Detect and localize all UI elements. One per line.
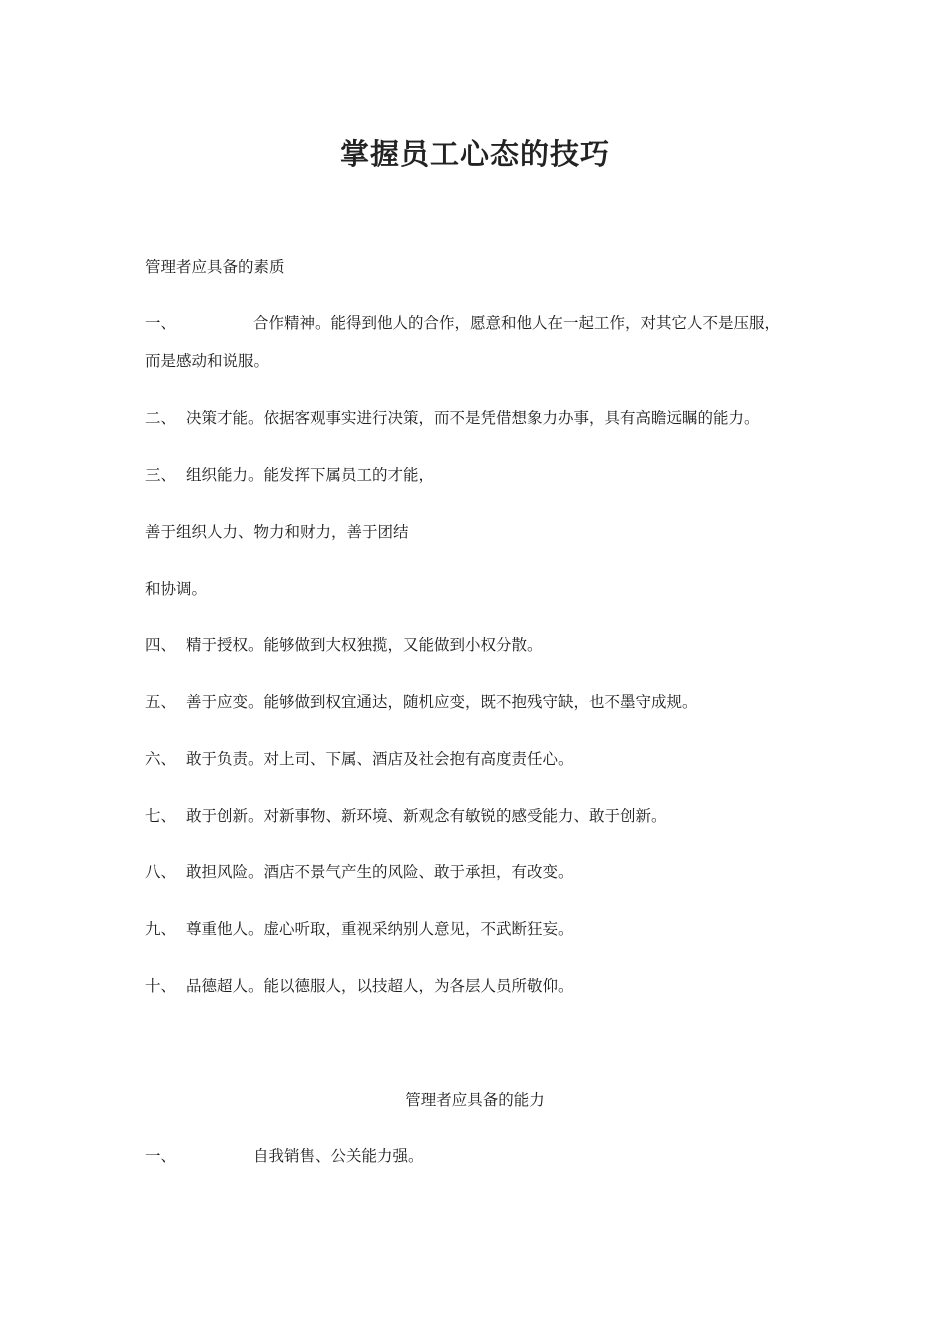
item-number: 六、 <box>145 750 177 768</box>
section-heading-qualities: 管理者应具备的素质 <box>145 258 285 276</box>
list-item <box>145 692 698 712</box>
list-item <box>145 408 760 428</box>
item-text: 善于应变。能够做到权宜通达，随机应变，既不抱残守缺，也不墨守成规。 <box>186 693 698 711</box>
item-number: 三、 <box>145 466 177 484</box>
section-heading-abilities: 管理者应具备的能力 <box>405 1091 545 1109</box>
item-number: 十、 <box>145 977 177 995</box>
document-title: 掌握员工心态的技巧 <box>339 137 610 171</box>
item-text: 品德超人。能以德服人，以技超人，为各层人员所敬仰。 <box>186 977 574 995</box>
item-text: 敢于负责。对上司、下属、酒店及社会抱有高度责任心。 <box>186 750 574 768</box>
list-item <box>145 313 780 333</box>
list-item <box>145 806 667 826</box>
item-number: 二、 <box>145 409 177 427</box>
item-number: 九、 <box>145 920 177 938</box>
item-number: 一、 <box>145 314 177 332</box>
item-text: 自我销售、公关能力强。 <box>253 1147 424 1165</box>
item-number: 八、 <box>145 863 177 881</box>
item-text: 组织能力。能发挥下属员工的才能， <box>186 466 435 484</box>
list-item <box>145 976 574 996</box>
item-continuation: 善于组织人力、物力和财力，善于团结 <box>145 523 409 541</box>
item-continuation: 和协调。 <box>145 580 208 598</box>
item-text: 敢担风险。酒店不景气产生的风险、敢于承担，有改变。 <box>186 863 574 881</box>
list-item <box>145 1146 424 1166</box>
item-number: 一、 <box>145 1147 177 1165</box>
item-continuation: 而是感动和说服。 <box>145 352 270 370</box>
item-number: 五、 <box>145 693 177 711</box>
item-number: 七、 <box>145 807 177 825</box>
list-item <box>145 919 574 939</box>
item-number: 四、 <box>145 636 177 654</box>
item-text: 敢于创新。对新事物、新环境、新观念有敏锐的感受能力、敢于创新。 <box>186 807 667 825</box>
item-text: 合作精神。能得到他人的合作，愿意和他人在一起工作，对其它人不是压服， <box>253 314 781 332</box>
item-text: 精于授权。能够做到大权独揽，又能做到小权分散。 <box>186 636 543 654</box>
list-item <box>145 749 574 769</box>
list-item <box>145 465 434 485</box>
list-item <box>145 862 574 882</box>
item-text: 尊重他人。虚心听取，重视采纳别人意见，不武断狂妄。 <box>186 920 574 938</box>
list-item <box>145 635 543 655</box>
item-text: 决策才能。依据客观事实进行决策，而不是凭借想象力办事，具有高瞻远瞩的能力。 <box>186 409 760 427</box>
